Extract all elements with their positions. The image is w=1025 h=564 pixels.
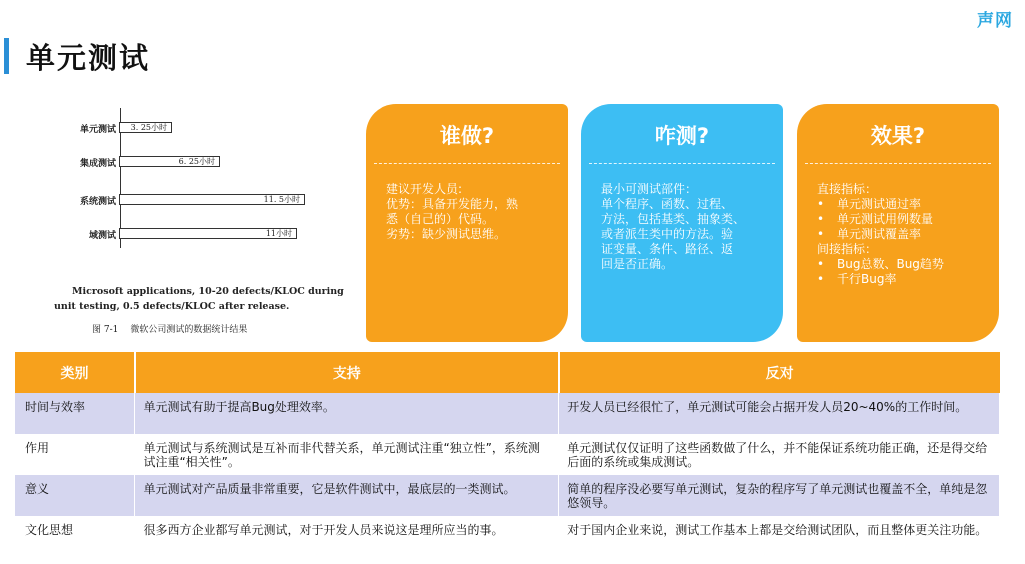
card-title: 效果? bbox=[870, 124, 926, 148]
card-title: 咋测? bbox=[654, 124, 710, 148]
caption-line: unit testing, 0.5 defects/KLOC after release. bbox=[54, 301, 290, 312]
row-support: 单元测试有助于提高Bug处理效率。 bbox=[135, 393, 559, 434]
row-category: 作用 bbox=[15, 434, 135, 475]
card-line: 方法，包括基类、抽象类、 bbox=[601, 212, 746, 226]
row-category: 时间与效率 bbox=[15, 393, 135, 434]
header-category: 类别 bbox=[15, 352, 135, 393]
figure-title: 微软公司测试的数据统计结果 bbox=[130, 325, 248, 335]
header-oppose: 反对 bbox=[559, 352, 1000, 393]
page-title: 单元测试 bbox=[26, 41, 151, 75]
card-line: 优势：具备开发能力，熟 bbox=[386, 197, 519, 211]
metric-item: • 单元测试用例数量 bbox=[817, 212, 934, 226]
bullet-icon: • bbox=[817, 212, 825, 226]
card-line: 劣势：缺少测试思维。 bbox=[386, 227, 507, 241]
bullet-icon: • bbox=[817, 272, 825, 286]
row-category: 文化思想 bbox=[15, 516, 135, 557]
comparison-table bbox=[15, 352, 1000, 557]
table-row bbox=[15, 516, 1000, 557]
bar-value: 11小时 bbox=[265, 229, 292, 238]
card-line: 或者派生类中的方法。验 bbox=[601, 227, 734, 241]
table-header-row bbox=[15, 352, 1000, 393]
metric-item: • Bug总数、Bug趋势 bbox=[817, 257, 944, 271]
title-accent-bar bbox=[4, 38, 9, 74]
metric-heading: 间接指标： bbox=[817, 242, 878, 256]
card-title: 谁做? bbox=[439, 124, 495, 148]
card-body bbox=[581, 164, 783, 272]
row-oppose: 简单的程序没必要写单元测试，复杂的程序写了单元测试也覆盖不全，单纯是忽悠领导。 bbox=[559, 475, 1000, 516]
card-line: 最小可测试部件： bbox=[601, 182, 698, 196]
card-line: 单个程序、函数、过程、 bbox=[601, 197, 734, 211]
bullet-icon: • bbox=[817, 257, 825, 271]
card-line: 建议开发人员: bbox=[386, 182, 463, 196]
header-support: 支持 bbox=[135, 352, 559, 393]
table-row bbox=[15, 475, 1000, 516]
bar-label: 集成测试 bbox=[79, 159, 116, 169]
bar-value: 6. 25小时 bbox=[178, 157, 215, 166]
figure-number: 图 7-1 bbox=[92, 325, 119, 335]
metric-item: • 单元测试通过率 bbox=[817, 197, 922, 211]
bar-system-test bbox=[119, 194, 305, 205]
bar-label: 域测试 bbox=[88, 231, 116, 241]
bar-unit-test bbox=[119, 122, 172, 133]
caption-line: Microsoft applications, 10-20 defects/KLOC during bbox=[72, 286, 344, 297]
row-support: 单元测试与系统测试是互补而非代替关系，单元测试注重“独立性”，系统测试注重“相关性”。 bbox=[135, 434, 559, 475]
table-row bbox=[15, 393, 1000, 434]
card-effect bbox=[797, 104, 999, 342]
table-row bbox=[15, 434, 1000, 475]
card-body bbox=[797, 164, 999, 287]
bullet-icon: • bbox=[817, 227, 825, 241]
card-line: 回是否正确。 bbox=[601, 257, 674, 271]
card-line: 悉（自己的）代码。 bbox=[386, 212, 495, 226]
bar-domain-test bbox=[119, 228, 297, 239]
card-how bbox=[581, 104, 783, 342]
bar-label: 系统测试 bbox=[79, 197, 116, 207]
figure-panel bbox=[40, 104, 344, 344]
figure-caption-english bbox=[54, 284, 344, 314]
bar-label: 单元测试 bbox=[79, 125, 116, 135]
row-support: 很多西方企业都写单元测试，对于开发人员来说这是理所应当的事。 bbox=[135, 516, 559, 557]
metric-item: • 单元测试覆盖率 bbox=[817, 227, 922, 241]
figure-caption bbox=[92, 322, 247, 335]
row-oppose: 单元测试仅仅证明了这些函数做了什么，并不能保证系统功能正确，还是得交给后面的系统或集成测试。 bbox=[559, 434, 1000, 475]
row-oppose: 开发人员已经很忙了，单元测试可能会占据开发人员20~40%的工作时间。 bbox=[559, 393, 1000, 434]
metric-item: • 千行Bug率 bbox=[817, 272, 897, 286]
metric-heading: 直接指标： bbox=[817, 182, 878, 196]
row-oppose: 对于国内企业来说，测试工作基本上都是交给测试团队，而且整体更关注功能。 bbox=[559, 516, 1000, 557]
card-who bbox=[366, 104, 568, 342]
bar-integration-test bbox=[119, 156, 220, 167]
card-line: 证变量、条件、路径、返 bbox=[601, 242, 734, 256]
row-support: 单元测试对产品质量非常重要，它是软件测试中，最底层的一类测试。 bbox=[135, 475, 559, 516]
bar-value: 11. 5小时 bbox=[263, 195, 300, 204]
row-category: 意义 bbox=[15, 475, 135, 516]
bullet-icon: • bbox=[817, 197, 825, 211]
brand-logo: 声网 bbox=[977, 11, 1013, 31]
bar-value: 3. 25小时 bbox=[130, 123, 167, 132]
card-body bbox=[366, 164, 568, 242]
